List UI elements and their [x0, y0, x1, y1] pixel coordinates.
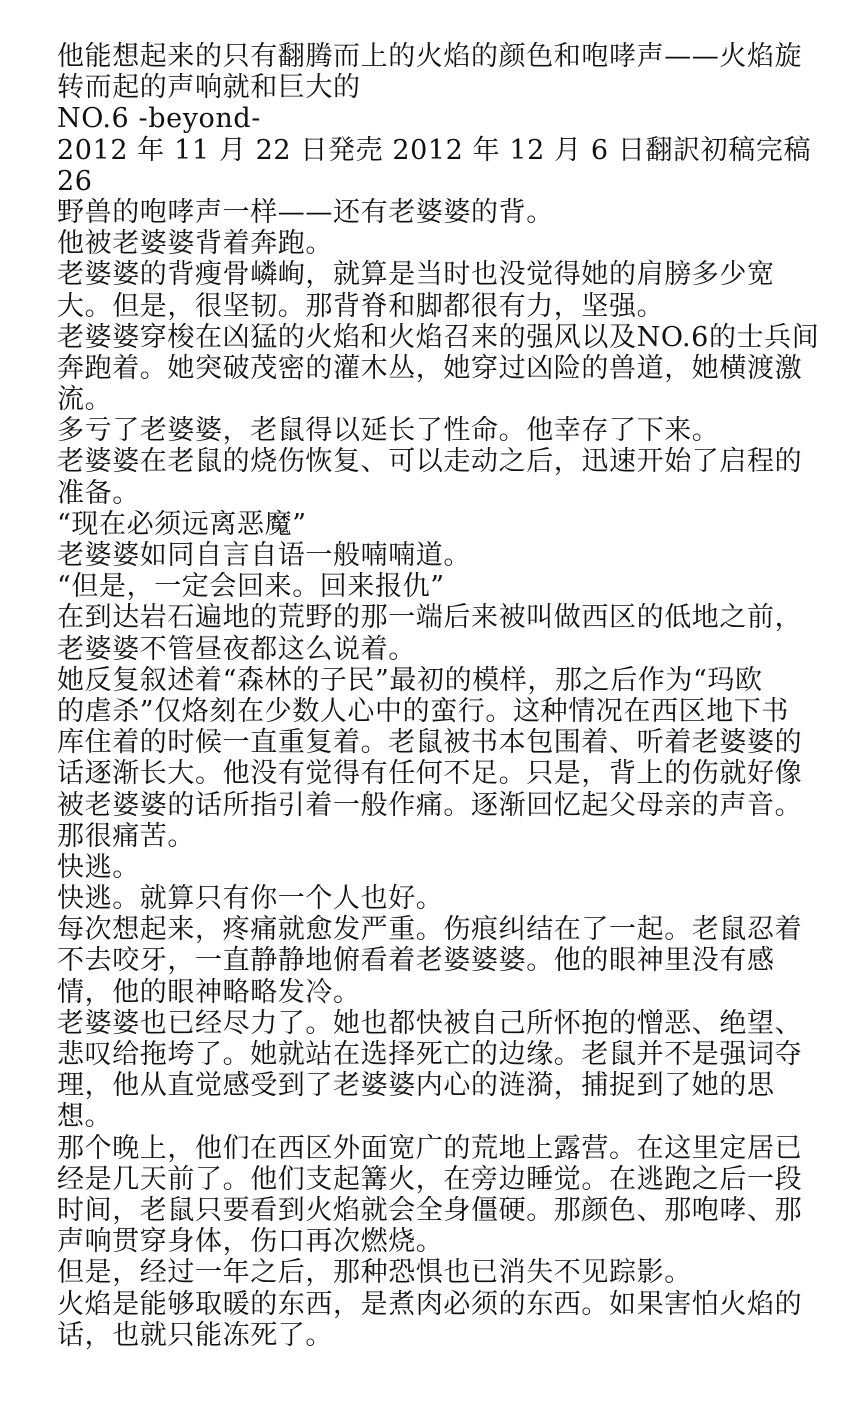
- text-line: 2012 年 11 月 22 日発売 2012 年 12 月 6 日翻訳初稿完稿: [57, 134, 812, 166]
- text-line: “但是，一定会回来。回来报仇”: [57, 571, 445, 603]
- text-line: 26: [57, 165, 93, 197]
- text-line: 野兽的咆哮声一样——还有老婆婆的背。: [57, 196, 554, 228]
- text-line: 情，他的眼神略略发冷。: [57, 976, 361, 1008]
- text-line: 老婆婆如同自言自语一般喃喃道。: [57, 540, 471, 571]
- text-line: 流。: [57, 384, 113, 416]
- document-body: [57, 41, 820, 1351]
- text-line: 声响贯穿身体，伤口再次燃烧。: [57, 1226, 444, 1258]
- text-line: 多亏了老婆婆，老鼠得以延长了性命。他幸存了下来。: [57, 415, 720, 447]
- text-line: 话逐渐长大。他没有觉得有任何不足。只是，背上的伤就好像: [57, 758, 803, 790]
- text-line: 时间，老鼠只要看到火焰就会全身僵硬。那颜色、那咆哮、那: [57, 1194, 803, 1226]
- text-line: 老婆婆不管昼夜都这么说着。: [57, 633, 416, 665]
- text-line: 被老婆婆的话所指引着一般作痛。逐渐回忆起父母亲的声音。: [57, 789, 803, 821]
- text-line: 快逃。: [57, 851, 140, 883]
- text-line: 悲叹给拖垮了。她就站在选择死亡的边缘。老鼠并不是强词夺: [57, 1039, 803, 1070]
- text-line: 老婆婆在老鼠的烧伤恢复、可以走动之后，迅速开始了启程的: [57, 446, 803, 478]
- text-line: 他能想起来的只有翻腾而上的火焰的颜色和咆哮声——火焰旋: [57, 41, 803, 72]
- text-line: “现在必须远离恶魔”: [57, 508, 307, 540]
- text-line: 快逃。就算只有你一个人也好。: [57, 883, 444, 915]
- text-line: 奔跑着。她突破茂密的灌木丛，她穿过凶险的兽道，她横渡激: [57, 352, 803, 384]
- text-line: 老婆婆穿梭在凶猛的火焰和火焰召来的强风以及NO.6的士兵间: [57, 321, 820, 353]
- text-line: 那个晚上，他们在西区外面宽广的荒地上露营。在这里定居已: [57, 1132, 803, 1164]
- text-line: 转而起的声响就和巨大的: [57, 72, 361, 104]
- text-line: 她反复叙述着“森林的子民”最初的模样，那之后作为“玛欧: [57, 664, 763, 696]
- text-line: 理，他从直觉感受到了老婆婆内心的涟漪，捕捉到了她的思: [57, 1070, 775, 1102]
- text-line: 那很痛苦。: [57, 820, 195, 852]
- text-line: 库住着的时候一直重复着。老鼠被书本包围着、听着老婆婆的: [57, 727, 803, 759]
- text-line: 老婆婆也已经尽力了。她也都快被自己所怀抱的憎恶、绝望、: [57, 1007, 803, 1039]
- text-line: 话，也就只能冻死了。: [57, 1319, 333, 1351]
- text-line: 准备。: [57, 477, 140, 509]
- text-line: 想。: [57, 1101, 113, 1133]
- text-line: 他被老婆婆背着奔跑。: [57, 228, 333, 260]
- text-line: 大。但是，很坚韧。那背脊和脚都很有力，坚强。: [57, 290, 665, 322]
- text-line: 每次想起来，疼痛就愈发严重。伤痕纠结在了一起。老鼠忍着: [57, 914, 803, 946]
- text-line: 火焰是能够取暖的东西，是煮肉必须的东西。如果害怕火焰的: [57, 1288, 803, 1320]
- text-line: 的虐杀”仅烙刻在少数人心中的蛮行。这种情况在西区地下书: [57, 695, 790, 727]
- text-line: 经是几天前了。他们支起篝火，在旁边睡觉。在逃跑之后一段: [57, 1163, 803, 1195]
- text-line: 不去咬牙，一直静静地俯看着老婆婆婆。他的眼神里没有感: [57, 945, 775, 977]
- text-line: 老婆婆的背瘦骨嶙峋，就算是当时也没觉得她的肩膀多少宽: [57, 259, 775, 291]
- text-line: NO.6 -beyond-: [57, 103, 262, 135]
- text-line: 在到达岩石遍地的荒野的那一端后来被叫做西区的低地之前，: [57, 602, 803, 634]
- text-line: 但是，经过一年之后，那种恐惧也已消失不见踪影。: [57, 1257, 692, 1289]
